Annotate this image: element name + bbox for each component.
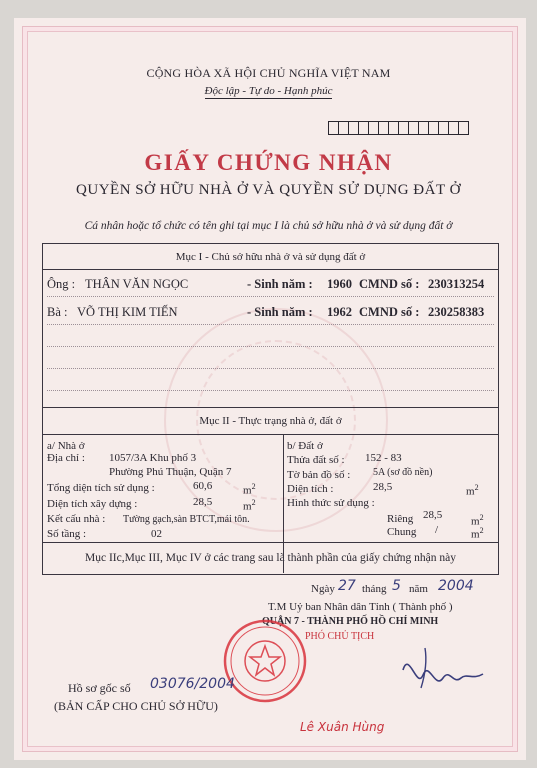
signature bbox=[395, 640, 490, 710]
land-area-label: Diện tích : bbox=[287, 483, 334, 495]
date-day-label: Ngày bbox=[311, 583, 335, 595]
floors-value: 02 bbox=[151, 528, 162, 540]
date-year: 2004 bbox=[438, 578, 474, 594]
address-line1: 1057/3A Khu phố 3 bbox=[109, 452, 197, 464]
owner1-prefix: Ông : bbox=[47, 277, 76, 291]
owner2-birth-year: 1962 bbox=[327, 305, 352, 319]
owner2-prefix: Bà : bbox=[47, 305, 68, 319]
serial-boxes bbox=[329, 121, 469, 133]
copy-note: (BẢN CẤP CHO CHỦ SỞ HỮU) bbox=[54, 699, 218, 713]
address-line2: Phường Phú Thuận, Quận 7 bbox=[109, 466, 232, 478]
land-area-unit: $m^2$ bbox=[466, 483, 479, 498]
footnote: Mục IIc,Mục III, Mục IV ở các trang sau là thành phần của giấy chứng nhận này bbox=[84, 552, 457, 564]
table-divider bbox=[283, 434, 284, 573]
structure-label: Kết cấu nhà : bbox=[47, 513, 106, 525]
nation-header: CỘNG HÒA XÃ HỘI CHỦ NGHĨA VIỆT NAM bbox=[146, 66, 391, 80]
record-label: Hồ sơ gốc số bbox=[68, 681, 131, 695]
shared-label: Chung bbox=[387, 526, 417, 538]
owner2-name: VÕ THỊ KIM TIẾN bbox=[77, 305, 178, 319]
section1-heading: Mục I - Chủ sở hữu nhà ở và sử dụng đất ở bbox=[175, 251, 366, 263]
shared-unit: $m^2$ bbox=[471, 526, 484, 541]
official-stamp bbox=[222, 618, 308, 704]
map-value: 5A (sơ đồ nền) bbox=[373, 467, 433, 478]
built-area-unit: $m^2$ bbox=[243, 498, 256, 513]
plot-value: 152 - 83 bbox=[365, 452, 402, 464]
private-unit: $m^2$ bbox=[471, 513, 484, 528]
date-month: 5 bbox=[392, 578, 401, 594]
record-number: 03076/2004 bbox=[150, 676, 235, 692]
document-title: GIẤY CHỨNG NHẬN bbox=[144, 150, 393, 175]
map-label: Tờ bản đồ số : bbox=[287, 469, 351, 481]
total-area-unit: $m^2$ bbox=[243, 482, 256, 497]
intro-text: Cá nhân hoặc tổ chức có tên ghi tại mục I là chủ sở hữu nhà ở và sử dụng đất ở bbox=[84, 220, 453, 232]
section2-heading: Mục II - Thực trạng nhà ở, đất ở bbox=[199, 415, 342, 427]
plot-label: Thửa đất số : bbox=[287, 454, 345, 466]
date-day: 27 bbox=[338, 578, 356, 594]
address-label: Địa chỉ : bbox=[47, 452, 85, 464]
shared-value: / bbox=[435, 524, 439, 536]
owner2-id-label: CMND số : bbox=[359, 305, 420, 319]
built-area-label: Diện tích xây dựng : bbox=[47, 498, 138, 510]
date-month-label: tháng bbox=[362, 583, 387, 595]
motto: Độc lập - Tự do - Hạnh phúc bbox=[204, 85, 333, 97]
authority-role: PHÓ CHỦ TỊCH bbox=[305, 631, 375, 642]
date-year-label: năm bbox=[409, 583, 428, 595]
authority-line2: QUẬN 7 - THÀNH PHỐ HỒ CHÍ MINH bbox=[262, 616, 439, 627]
floors-label: Số tầng : bbox=[47, 528, 87, 540]
info-table bbox=[42, 243, 499, 575]
signer-name: Lê Xuân Hùng bbox=[300, 720, 385, 734]
private-value: 28,5 bbox=[423, 509, 443, 521]
land-area: 28,5 bbox=[373, 481, 393, 493]
document-subtitle: QUYỀN SỞ HỮU NHÀ Ở VÀ QUYỀN SỬ DỤNG ĐẤT Ở bbox=[76, 182, 461, 198]
owner2-birth-label: - Sinh năm : bbox=[247, 305, 313, 319]
owner1-id: 230313254 bbox=[428, 277, 485, 291]
authority-line1: T.M Uỷ ban Nhân dân Tỉnh ( Thành phố ) bbox=[268, 601, 453, 613]
owner1-name: THÂN VĂN NGỌC bbox=[85, 277, 189, 291]
built-area: 28,5 bbox=[193, 496, 213, 508]
land-title: b/ Đất ở bbox=[287, 440, 323, 452]
owner1-id-label: CMND số : bbox=[359, 277, 420, 291]
total-area: 60,6 bbox=[193, 480, 213, 492]
structure-value: Tường gạch,sàn BTCT,mái tôn. bbox=[123, 514, 250, 525]
total-area-label: Tổng diện tích sử dụng : bbox=[47, 482, 155, 494]
owner1-birth-year: 1960 bbox=[327, 277, 352, 291]
private-label: Riêng bbox=[387, 513, 414, 525]
owner2-id: 230258383 bbox=[428, 305, 485, 319]
use-label: Hình thức sử dụng : bbox=[287, 497, 375, 509]
house-title: a/ Nhà ở bbox=[47, 440, 85, 452]
owner1-birth-label: - Sinh năm : bbox=[247, 277, 313, 291]
